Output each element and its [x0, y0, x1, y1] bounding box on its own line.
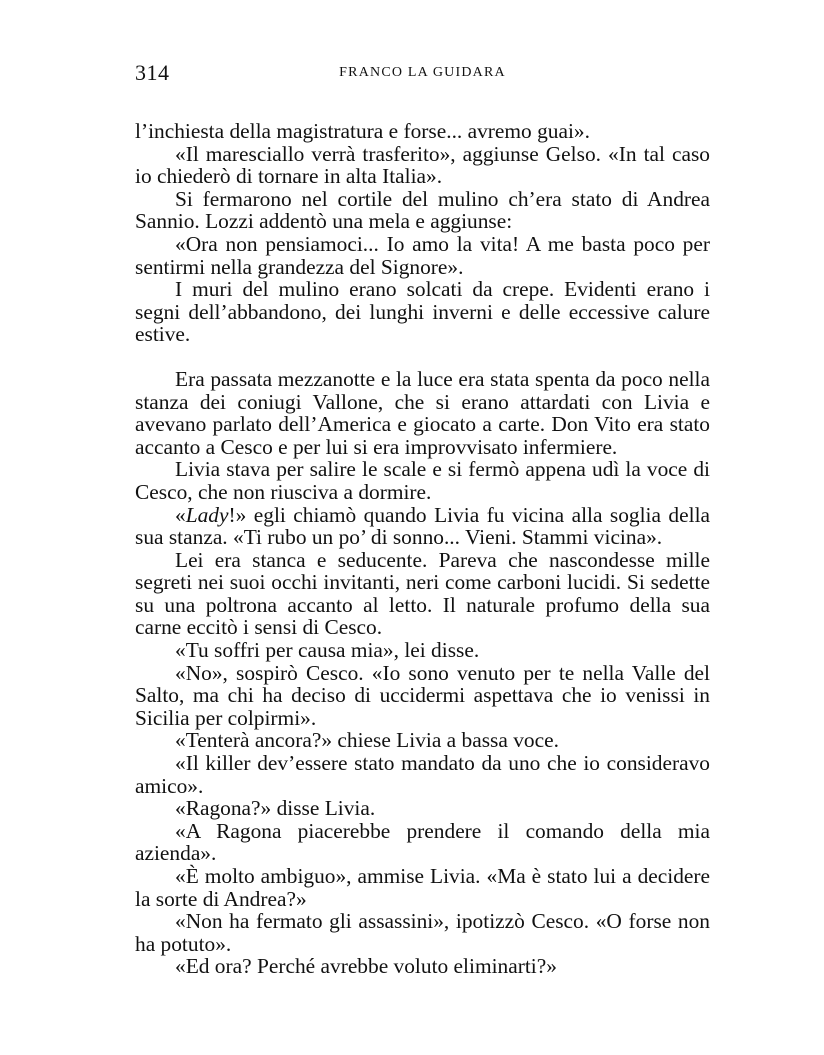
- paragraph: «Ed ora? Perché avrebbe voluto eliminarti?»: [175, 954, 557, 979]
- page-header: [135, 60, 710, 90]
- paragraph: «Non ha fermato gli assassini», ipotizzò Cesco. «O forse non ha potuto».: [135, 909, 710, 956]
- running-head: FRANCO LA GUIDARA: [339, 65, 506, 80]
- paragraph: «È molto ambiguo», ammise Livia. «Ma è stato lui a decidere la sorte di Andrea?»: [135, 864, 710, 911]
- body-text: [135, 120, 710, 978]
- paragraph: [135, 504, 710, 549]
- quote-open: «: [175, 502, 186, 527]
- paragraph: I muri del mulino erano solcati da crepe. Evidenti erano i segni dell’abbandono, dei lunghi inverni e delle eccessive calure estive.: [135, 277, 710, 347]
- paragraph: «Il killer dev’essere stato mandato da uno che io consideravo amico».: [135, 751, 710, 798]
- paragraph: «Tenterà ancora?» chiese Livia a bassa voce.: [175, 728, 559, 753]
- paragraph: «Ragona?» disse Livia.: [175, 796, 376, 821]
- page-number: 314: [135, 60, 170, 85]
- paragraph: l’inchiesta della magistratura e forse... avremo guai».: [135, 119, 590, 143]
- paragraph: Si fermarono nel cortile del mulino ch’era stato di Andrea Sannio. Lozzi addentò una mela e aggiunse:: [135, 186, 710, 234]
- paragraph: «A Ragona piacerebbe prendere il comando della mia azienda».: [135, 818, 710, 866]
- paragraph: «No», sospirò Cesco. «Io sono venuto per te nella Valle del Salto, ma chi ha deciso di uccidermi aspettava che io venissi in Sicilia per colpirmi».: [135, 660, 710, 730]
- paragraph: Livia stava per salire le scale e si fermò appena udì la voce di Cesco, che non riusciva a dormire.: [135, 457, 710, 504]
- section-break: [135, 346, 710, 368]
- paragraph: Lei era stanca e seducente. Pareva che nascondesse mille segreti nei suoi occhi invitanti, neri come carboni lucidi. Si sedette su una poltrona accanto al letto. Il naturale profumo della sua carne eccitò i sensi di Cesco.: [135, 547, 710, 640]
- paragraph: Era passata mezzanotte e la luce era stata spenta da poco nella stanza dei coniugi Vallone, che si erano attardati con Livia e avevano parlato dell’America e giocato a carte. Don Vito era stato accanto a Cesco e per lui si era improvvisato infermiere.: [135, 366, 710, 459]
- italic-word: Lady: [185, 502, 229, 527]
- paragraph: «Il maresciallo verrà trasferito», aggiunse Gelso. «In tal caso io chiederò di tornare in alta Italia».: [135, 141, 710, 189]
- paragraph: «Ora non pensiamoci... Io amo la vita! A me basta poco per sentirmi nella grandezza del Signore».: [135, 231, 710, 279]
- paragraph-rest: !» egli chiamò quando Livia fu vicina alla soglia della sua stanza. «Ti rubo un po’ di sonno... Vieni. Stammi vicina».: [135, 502, 710, 550]
- paragraph: «Tu soffri per causa mia», lei disse.: [175, 638, 480, 663]
